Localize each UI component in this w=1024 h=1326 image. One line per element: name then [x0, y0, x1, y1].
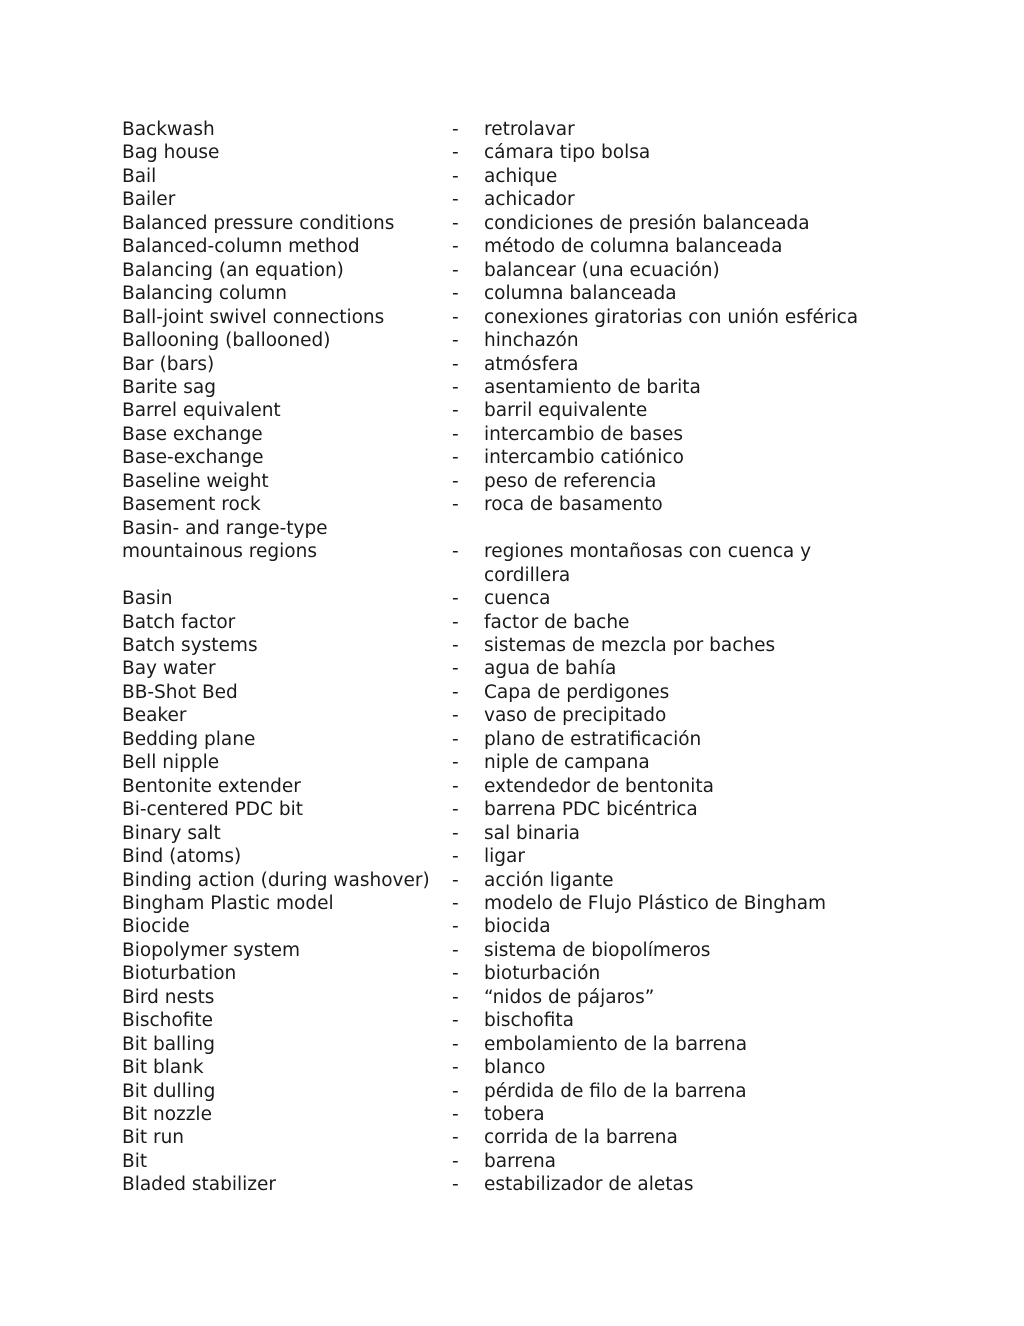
glossary-separator: - — [452, 939, 459, 961]
glossary-entry — [122, 869, 902, 892]
glossary-entry — [122, 493, 902, 516]
glossary-translation-text: niple de campana — [484, 752, 650, 774]
glossary-separator: - — [452, 775, 459, 797]
glossary-separator: - — [452, 611, 459, 633]
glossary-term: Bladed stabilizer — [122, 1174, 277, 1196]
glossary-translation — [484, 728, 902, 751]
glossary-translation — [484, 446, 902, 469]
glossary-entry — [122, 1080, 902, 1103]
glossary-term: Basin — [122, 588, 173, 610]
glossary-translation — [484, 1103, 902, 1126]
glossary-separator: - — [452, 189, 459, 211]
glossary-entry — [122, 728, 902, 751]
glossary-translation — [484, 1126, 902, 1149]
glossary-translation-text: bischofita — [484, 1010, 574, 1032]
glossary-translation-text: intercambio de bases — [484, 423, 684, 445]
glossary-entry — [122, 1173, 902, 1196]
glossary-translation — [484, 634, 902, 657]
glossary-entry — [122, 798, 902, 821]
glossary-list — [122, 118, 902, 1197]
glossary-term: Beaker — [122, 705, 187, 727]
glossary-entry — [122, 306, 902, 329]
glossary-translation-text: atmósfera — [484, 353, 579, 375]
glossary-entry — [122, 634, 902, 657]
glossary-term: Binary salt — [122, 822, 221, 844]
glossary-translation-text: conexiones giratorias con unión esférica — [484, 306, 859, 328]
glossary-translation — [484, 141, 902, 164]
glossary-term: Bell nipple — [122, 752, 220, 774]
glossary-separator: - — [452, 1104, 459, 1126]
glossary-term: Barite sag — [122, 376, 217, 398]
glossary-translation — [484, 353, 902, 376]
glossary-term: mountainous regions — [122, 541, 317, 563]
glossary-translation-text: embolamiento de la barrena — [484, 1033, 748, 1055]
glossary-term: Bischofite — [122, 1010, 213, 1032]
glossary-entry — [122, 282, 902, 305]
glossary-term: Bioturbation — [122, 963, 237, 985]
glossary-entry — [122, 399, 902, 422]
glossary-translation — [484, 869, 902, 892]
glossary-entry — [122, 986, 902, 1009]
glossary-translation — [484, 915, 902, 938]
glossary-translation — [484, 235, 902, 258]
glossary-translation — [484, 493, 902, 516]
glossary-translation-text: corrida de la barrena — [484, 1127, 678, 1149]
glossary-translation-text: sistema de biopolímeros — [484, 939, 711, 961]
glossary-translation — [484, 470, 902, 493]
glossary-translation — [484, 822, 902, 845]
glossary-translation-text: barrena — [484, 1150, 557, 1172]
glossary-separator: - — [452, 283, 459, 305]
glossary-translation — [484, 1150, 902, 1173]
glossary-separator: - — [452, 470, 459, 492]
glossary-entry — [122, 1126, 902, 1149]
glossary-term: Balanced pressure conditions — [122, 212, 395, 234]
glossary-entry — [122, 657, 902, 680]
glossary-entry — [122, 587, 902, 610]
glossary-entry — [122, 165, 902, 188]
glossary-entry — [122, 259, 902, 282]
glossary-translation — [484, 540, 902, 587]
glossary-entry — [122, 751, 902, 774]
glossary-term: Bind (atoms) — [122, 846, 242, 868]
glossary-translation-text: balancear (una ecuación) — [484, 259, 720, 281]
glossary-separator: - — [452, 799, 459, 821]
glossary-entry — [122, 540, 902, 587]
glossary-separator: - — [452, 541, 459, 563]
glossary-translation-text: barril equivalente — [484, 400, 648, 422]
glossary-translation-text: método de columna balanceada — [484, 236, 783, 258]
glossary-translation — [484, 845, 902, 868]
glossary-separator: - — [452, 869, 459, 891]
glossary-term: Bird nests — [122, 986, 215, 1008]
glossary-term: Bit dulling — [122, 1080, 216, 1102]
glossary-separator: - — [452, 752, 459, 774]
glossary-translation — [484, 892, 902, 915]
glossary-translation-text: tobera — [484, 1104, 545, 1126]
glossary-term: Bi-centered PDC bit — [122, 799, 303, 821]
glossary-term: Balancing (an equation) — [122, 259, 344, 281]
glossary-translation — [484, 118, 902, 141]
glossary-translation-text: vaso de precipitado — [484, 705, 667, 727]
glossary-translation — [484, 611, 902, 634]
glossary-entry — [122, 822, 902, 845]
glossary-translation — [484, 798, 902, 821]
glossary-term: Bit balling — [122, 1033, 215, 1055]
glossary-separator: - — [452, 916, 459, 938]
glossary-term: Bag house — [122, 142, 220, 164]
glossary-entry — [122, 423, 902, 446]
glossary-entry — [122, 681, 902, 704]
glossary-separator: - — [452, 986, 459, 1008]
glossary-separator: - — [452, 259, 459, 281]
glossary-separator: - — [452, 1080, 459, 1102]
glossary-separator: - — [452, 705, 459, 727]
glossary-separator: - — [452, 494, 459, 516]
glossary-translation — [484, 423, 902, 446]
glossary-translation-text: ligar — [484, 846, 525, 868]
glossary-translation-text: Capa de perdigones — [484, 681, 670, 703]
glossary-separator: - — [452, 681, 459, 703]
glossary-term: Bit nozzle — [122, 1104, 212, 1126]
glossary-translation-text: sistemas de mezcla por baches — [484, 634, 776, 656]
glossary-translation-text: roca de basamento — [484, 494, 663, 516]
glossary-separator: - — [452, 1057, 459, 1079]
glossary-translation — [484, 587, 902, 610]
glossary-translation — [484, 1009, 902, 1032]
glossary-entry — [122, 1033, 902, 1056]
glossary-translation-text: factor de bache — [484, 611, 630, 633]
glossary-entry — [122, 329, 902, 352]
glossary-translation — [484, 212, 902, 235]
glossary-separator: - — [452, 846, 459, 868]
glossary-entry — [122, 845, 902, 868]
glossary-entry — [122, 962, 902, 985]
glossary-entry — [122, 188, 902, 211]
glossary-entry — [122, 611, 902, 634]
glossary-translation-text: cuenca — [484, 588, 551, 610]
glossary-entry — [122, 376, 902, 399]
glossary-separator: - — [452, 330, 459, 352]
glossary-term: Basin- and range-type — [122, 517, 328, 539]
glossary-entry — [122, 939, 902, 962]
glossary-separator: - — [452, 658, 459, 680]
glossary-translation-text: blanco — [484, 1057, 546, 1079]
glossary-translation-text: cámara tipo bolsa — [484, 142, 651, 164]
glossary-translation-text: regiones montañosas con cuenca y — [484, 541, 812, 563]
glossary-term: Biopolymer system — [122, 939, 301, 961]
glossary-separator: - — [452, 1033, 459, 1055]
glossary-separator: - — [452, 447, 459, 469]
glossary-term: Bar (bars) — [122, 353, 215, 375]
glossary-translation — [484, 306, 902, 329]
glossary-separator: - — [452, 963, 459, 985]
glossary-separator: - — [452, 212, 459, 234]
glossary-translation — [484, 1080, 902, 1103]
glossary-entry — [122, 775, 902, 798]
glossary-term: Ball-joint swivel connections — [122, 306, 385, 328]
glossary-translation-text: estabilizador de aletas — [484, 1174, 694, 1196]
glossary-term: Bentonite extender — [122, 775, 301, 797]
glossary-term: Bit run — [122, 1127, 185, 1149]
glossary-translation-text: peso de referencia — [484, 470, 657, 492]
glossary-translation-text: modelo de Flujo Plástico de Bingham — [484, 892, 827, 914]
glossary-translation — [484, 775, 902, 798]
glossary-translation — [484, 1033, 902, 1056]
glossary-translation-text: pérdida de filo de la barrena — [484, 1080, 747, 1102]
glossary-term: Base exchange — [122, 423, 263, 445]
glossary-separator: - — [452, 634, 459, 656]
glossary-separator: - — [452, 400, 459, 422]
glossary-separator: - — [452, 119, 459, 140]
glossary-entry — [122, 212, 902, 235]
glossary-entry — [122, 446, 902, 469]
glossary-term: Balanced-column method — [122, 236, 360, 258]
glossary-translation — [484, 751, 902, 774]
glossary-entry — [122, 118, 902, 141]
glossary-term: Batch systems — [122, 634, 258, 656]
glossary-translation-text: intercambio catiónico — [484, 447, 684, 469]
glossary-entry — [122, 470, 902, 493]
glossary-separator: - — [452, 892, 459, 914]
glossary-term: Bedding plane — [122, 728, 256, 750]
glossary-translation — [484, 657, 902, 680]
glossary-term: Bit blank — [122, 1057, 204, 1079]
glossary-entry — [122, 892, 902, 915]
glossary-term: Balancing column — [122, 283, 287, 305]
glossary-translation-text: agua de bahía — [484, 658, 617, 680]
glossary-translation — [484, 165, 902, 188]
glossary-term: Ballooning (ballooned) — [122, 330, 331, 352]
glossary-translation-text: condiciones de presión balanceada — [484, 212, 810, 234]
glossary-translation-text: hinchazón — [484, 330, 579, 352]
glossary-entry — [122, 1056, 902, 1079]
glossary-separator: - — [452, 236, 459, 258]
glossary-separator: - — [452, 376, 459, 398]
glossary-translation — [484, 1056, 902, 1079]
glossary-translation-text: extendedor de bentonita — [484, 775, 714, 797]
glossary-entry — [122, 1103, 902, 1126]
glossary-entry — [122, 353, 902, 376]
glossary-separator: - — [452, 142, 459, 164]
glossary-translation — [484, 376, 902, 399]
glossary-translation-text: plano de estratificación — [484, 728, 702, 750]
glossary-entry — [122, 517, 902, 540]
glossary-translation — [484, 399, 902, 422]
glossary-translation-text: achicador — [484, 189, 575, 211]
glossary-translation — [484, 329, 902, 352]
glossary-separator: - — [452, 1174, 459, 1196]
glossary-translation-text: asentamiento de barita — [484, 376, 701, 398]
glossary-translation-continuation: cordillera — [484, 564, 571, 586]
glossary-translation — [484, 188, 902, 211]
glossary-separator: - — [452, 728, 459, 750]
glossary-term: Biocide — [122, 916, 190, 938]
glossary-entry — [122, 915, 902, 938]
glossary-entry — [122, 1150, 902, 1173]
glossary-term: Bailer — [122, 189, 176, 211]
glossary-translation-text: sal binaria — [484, 822, 581, 844]
glossary-term: Bay water — [122, 658, 216, 680]
glossary-term: Basement rock — [122, 494, 261, 516]
glossary-term: Barrel equivalent — [122, 400, 281, 422]
glossary-translation-text: biocida — [484, 916, 551, 938]
glossary-translation-text: bioturbación — [484, 963, 601, 985]
glossary-translation — [484, 681, 902, 704]
glossary-term: Bingham Plastic model — [122, 892, 334, 914]
glossary-separator: - — [452, 165, 459, 187]
glossary-separator: - — [452, 1010, 459, 1032]
glossary-term: Binding action (during washover) — [122, 869, 430, 891]
glossary-translation-text: acción ligante — [484, 869, 614, 891]
glossary-translation-text: barrena PDC bicéntrica — [484, 799, 698, 821]
glossary-term: Bail — [122, 165, 157, 187]
glossary-translation — [484, 282, 902, 305]
glossary-separator: - — [452, 306, 459, 328]
glossary-separator: - — [452, 822, 459, 844]
glossary-translation — [484, 939, 902, 962]
glossary-term: Batch factor — [122, 611, 236, 633]
glossary-separator: - — [452, 588, 459, 610]
glossary-separator: - — [452, 1127, 459, 1149]
glossary-translation — [484, 259, 902, 282]
glossary-separator: - — [452, 353, 459, 375]
glossary-entry — [122, 141, 902, 164]
glossary-translation-text: retrolavar — [484, 119, 575, 140]
glossary-term: Bit — [122, 1150, 148, 1172]
glossary-separator: - — [452, 423, 459, 445]
glossary-term: Baseline weight — [122, 470, 269, 492]
glossary-translation — [484, 962, 902, 985]
glossary-translation-text: achique — [484, 165, 558, 187]
glossary-term: BB-Shot Bed — [122, 681, 238, 703]
glossary-separator: - — [452, 1150, 459, 1172]
glossary-translation — [484, 1173, 902, 1196]
glossary-term: Base-exchange — [122, 447, 264, 469]
glossary-entry — [122, 1009, 902, 1032]
glossary-term: Backwash — [122, 119, 215, 140]
glossary-entry — [122, 704, 902, 727]
glossary-translation-text: columna balanceada — [484, 283, 677, 305]
glossary-translation-text: “nidos de pájaros” — [484, 986, 655, 1008]
glossary-entry — [122, 235, 902, 258]
glossary-translation — [484, 704, 902, 727]
glossary-translation — [484, 986, 902, 1009]
